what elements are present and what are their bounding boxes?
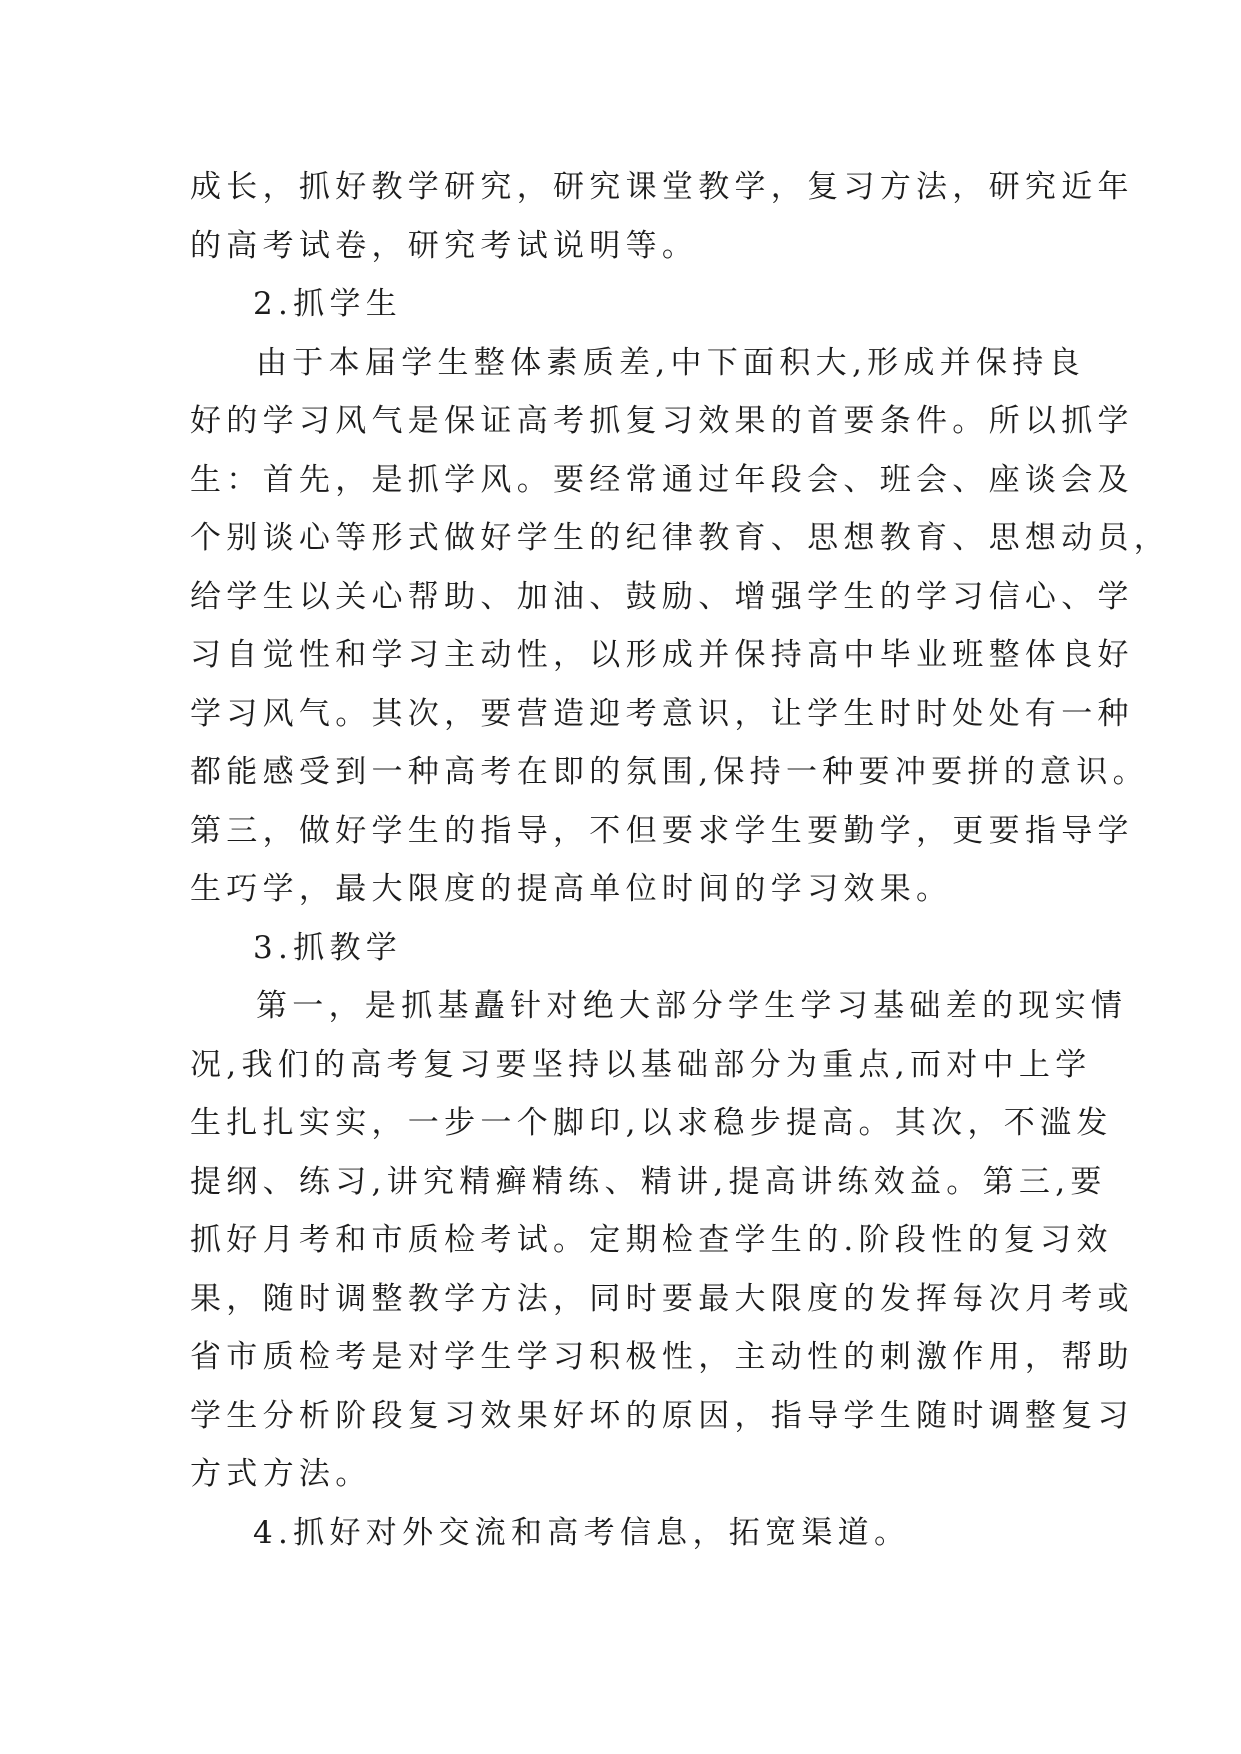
text-line: 成长，抓好教学研究，研究课堂教学，复习方法，研究近年 [190,169,1134,205]
text-line: 第三，做好学生的指导，不但要求学生要勤学，更要指导学 [190,812,1134,849]
text-line: 况,我们的高考复习要坚持以基础部分为重点,而对中上学 [190,1046,1092,1083]
text-line: 生：首先，是抓学风。要经常通过年段会、班会、座谈会及 [190,461,1134,498]
text-line: 果，随时调整教学方法，同时要最大限度的发挥每次月考或 [190,1280,1134,1317]
paragraph-start-line: 由于本届学生整体素质差,中下面积大,形成并保持良 [256,344,1085,381]
body-text [190,158,1171,1562]
text-line: 抓好月考和市质检考试。定期检查学生的.阶段性的复习效 [190,1222,1113,1258]
text-line: 习自觉性和学习主动性，以形成并保持高中毕业班整体良好 [190,637,1134,673]
section-heading: 2.抓学生 [253,286,403,322]
paragraph-start-line: 第一，是抓基矗针对绝大部分学生学习基础差的现实情 [256,988,1128,1024]
text-line: 好的学习风气是保证高考抓复习效果的首要条件。所以抓学 [190,403,1134,439]
section-heading: 3.抓教学 [253,929,403,966]
text-line: 生巧学，最大限度的提高单位时间的学习效果。 [190,871,953,907]
text-line: 给学生以关心帮助、加油、鼓励、增强学生的学习信心、学 [190,578,1134,615]
text-line: 省市质检考是对学生学习积极性，主动性的刺激作用，帮助 [190,1339,1134,1375]
text-line: 方式方法。 [190,1456,372,1492]
text-line: 个别谈心等形式做好学生的纪律教育、思想教育、思想动员， [190,520,1171,556]
text-line: 的高考试卷，研究考试说明等。 [190,227,699,264]
text-line: 都能感受到一种高考在即的氛围,保持一种要冲要拼的意识。 [190,754,1149,790]
text-line: 提纲、练习,讲究精癣精练、精讲,提高讲练效益。第三,要 [190,1163,1107,1200]
text-line: 学习风气。其次，要营造迎考意识，让学生时时处处有一种 [190,695,1134,732]
section-heading: 4.抓好对外交流和高考信息，拓宽渠道。 [253,1514,911,1551]
text-line: 生扎扎实实，一步一个脚印,以求稳步提高。其次，不滥发 [190,1105,1113,1141]
text-line: 学生分析阶段复习效果好坏的原因，指导学生随时调整复习 [190,1397,1134,1434]
